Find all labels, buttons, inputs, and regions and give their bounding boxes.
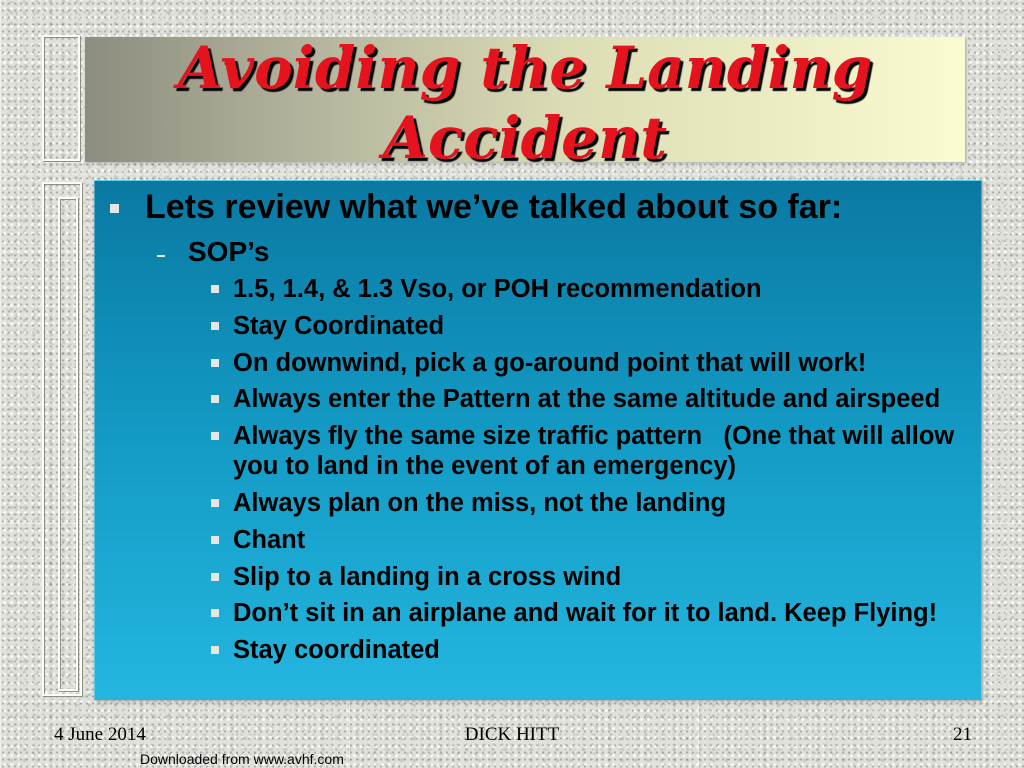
level-1-bullet-text: Lets review what we’ve talked about so far: xyxy=(145,188,843,226)
footer-author: DICK HITT xyxy=(464,724,560,745)
list-item-text: On downwind, pick a go-around point that will work! xyxy=(233,348,867,377)
list-item xyxy=(233,311,975,341)
list-item-text: Chant xyxy=(233,525,306,554)
list-item-text: Don’t sit in an airplane and wait for it to land. Keep Flying! xyxy=(233,599,938,628)
bullet-text-block xyxy=(95,187,981,665)
list-item-text: Stay coordinated xyxy=(233,636,440,665)
list-item xyxy=(233,598,975,628)
list-item-text: Stay Coordinated xyxy=(233,311,445,340)
list-item-text: Always fly the same size traffic pattern (One that will allow you to land in the event of an emergency) xyxy=(233,422,962,481)
slide-title-line-1: Avoiding the Landing xyxy=(177,34,873,102)
square-bullet-icon xyxy=(211,573,219,581)
level-2-bullet xyxy=(95,235,981,268)
footer-date: 4 June 2014 xyxy=(54,724,146,745)
list-item xyxy=(233,525,975,555)
list-item xyxy=(233,348,975,378)
slide-title xyxy=(85,33,965,173)
list-item xyxy=(233,274,975,304)
level-1-bullet xyxy=(95,187,981,227)
square-bullet-icon xyxy=(211,609,219,617)
list-item xyxy=(233,635,975,665)
list-item-text: 1.5, 1.4, & 1.3 Vso, or POH recommendation xyxy=(233,275,762,303)
dash-bullet-icon xyxy=(157,255,165,257)
square-bullet-icon xyxy=(211,285,219,293)
square-bullet-icon xyxy=(110,204,119,213)
content-side-frame-inner xyxy=(58,197,78,691)
list-item xyxy=(233,562,975,592)
square-bullet-icon xyxy=(211,322,219,330)
level-2-bullet-text: SOP’s xyxy=(188,235,270,267)
list-item xyxy=(233,421,975,481)
list-item-text: Slip to a landing in a cross wind xyxy=(233,562,622,591)
square-bullet-icon xyxy=(211,646,219,654)
square-bullet-icon xyxy=(211,432,219,440)
sop-list xyxy=(95,274,975,665)
list-item xyxy=(233,488,975,518)
square-bullet-icon xyxy=(211,499,219,507)
content-box xyxy=(94,180,982,700)
title-side-frame xyxy=(42,35,80,161)
download-source-note: Downloaded from www.avhf.com xyxy=(140,751,344,767)
list-item-text: Always plan on the miss, not the landing xyxy=(233,488,727,517)
footer-page-number: 21 xyxy=(953,724,972,745)
list-item xyxy=(233,384,975,414)
square-bullet-icon xyxy=(211,359,219,367)
square-bullet-icon xyxy=(211,395,219,403)
square-bullet-icon xyxy=(211,536,219,544)
list-item-text: Always enter the Pattern at the same altitude and airspeed xyxy=(233,385,941,414)
slide-title-line-2: Accident xyxy=(382,104,668,172)
